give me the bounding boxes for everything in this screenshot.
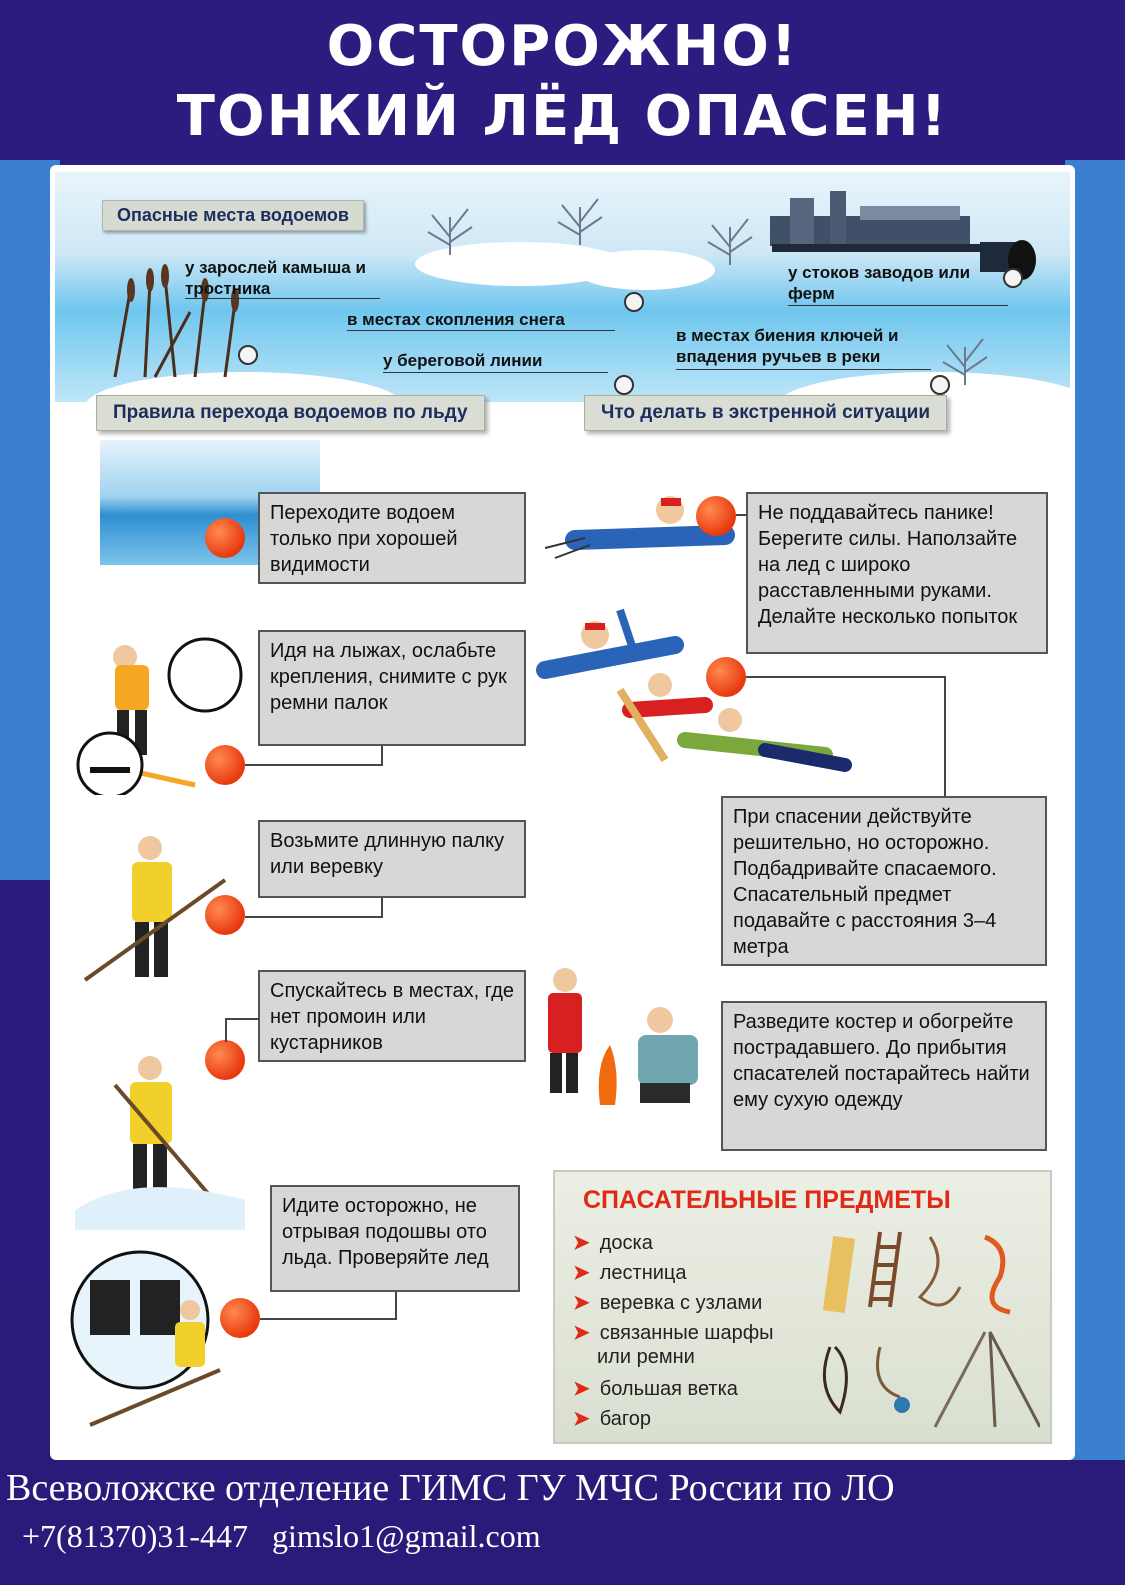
rescue-item: ➤ большая ветка xyxy=(573,1378,738,1400)
place-pin xyxy=(614,375,634,395)
rules-section-title: Правила перехода водоемов по льду xyxy=(96,395,485,431)
emergency-section-title: Что делать в экстренной ситуации xyxy=(584,395,947,431)
place-underline xyxy=(347,330,615,331)
rule-note-3: Возьмите длинную палку или веревку xyxy=(258,820,526,898)
rescue-item: ➤ связанные шарфы xyxy=(573,1322,774,1344)
rescue-tools-illustration xyxy=(810,1227,1040,1432)
connector-line xyxy=(225,1018,260,1042)
campfire-illustration xyxy=(540,965,715,1115)
place-underline xyxy=(788,305,1008,306)
rescue-item: ➤ доска xyxy=(573,1232,653,1254)
rescue-item: ➤ лестница xyxy=(573,1262,687,1284)
rule-note-4: Спускайтесь в местах, где нет промоин или кустарников xyxy=(258,970,526,1062)
emergency-note-1: Не поддавайтесь панике! Берегите силы. Наползайте на лед с широко расставленными руками. Делайте несколько попыток xyxy=(746,492,1048,654)
bullet-dot xyxy=(205,1040,245,1080)
bullet-dot xyxy=(205,895,245,935)
connector-line xyxy=(245,898,383,918)
emergency-note-2: При спасении действуйте решительно, но осторожно. Подбадривайте спасаемого. Спасательный предмет подавайте с расстояния 3–4 метра xyxy=(721,796,1047,966)
rescue-item: ➤ багор xyxy=(573,1408,651,1430)
bush-icon xyxy=(550,187,610,247)
bullet-dot xyxy=(205,518,245,558)
footer-contacts: +7(81370)31-447 gimslo1@gmail.com xyxy=(22,1518,541,1554)
danger-places-title: Опасные места водоемов xyxy=(102,200,364,231)
bullet-dot xyxy=(220,1298,260,1338)
title-line-2: ТОНКИЙ ЛЁД ОПАСЕН! xyxy=(176,84,949,149)
place-underline xyxy=(185,298,380,299)
place-underline xyxy=(383,372,608,373)
factory-icon xyxy=(760,186,1000,256)
arrow-icon: ➤ xyxy=(573,1378,590,1400)
rescue-items-title: СПАСАТЕЛЬНЫЕ ПРЕДМЕТЫ xyxy=(583,1186,951,1214)
place-underline xyxy=(676,369,931,370)
connector-line xyxy=(245,746,383,766)
arrow-icon: ➤ xyxy=(573,1322,590,1344)
rescue-item-continued: или ремни xyxy=(597,1346,695,1368)
bullet-dot xyxy=(205,745,245,785)
connector-line xyxy=(736,514,746,518)
rule-note-5: Идите осторожно, не отрывая подошвы ото льда. Проверяйте лед xyxy=(270,1185,520,1292)
place-reeds: у зарослей камыша и тростника xyxy=(185,258,366,298)
bullet-dot xyxy=(696,496,736,536)
place-pin xyxy=(238,345,258,365)
arrow-icon: ➤ xyxy=(573,1232,590,1254)
place-snow: в местах скопления снега xyxy=(347,310,565,329)
careful-walker-illustration xyxy=(70,1250,240,1430)
place-pin xyxy=(1003,268,1023,288)
rescue-item: ➤ веревка с узлами xyxy=(573,1292,763,1314)
arrow-icon: ➤ xyxy=(573,1262,590,1284)
bush-icon xyxy=(700,207,760,267)
connector-line xyxy=(260,1292,397,1320)
place-springs: в местах биения ключей и впадения ручьев в реки xyxy=(676,326,899,366)
arrow-icon: ➤ xyxy=(573,1408,590,1430)
emergency-note-3: Разведите костер и обогрейте пострадавшего. До прибытия спасателей постарайтесь найти ему сухую одежду xyxy=(721,1001,1047,1151)
place-factory: у стоков заводов или ферм xyxy=(788,263,971,303)
place-shore: у береговой линии xyxy=(383,351,543,370)
title-line-1: ОСТОРОЖНО! xyxy=(326,14,799,79)
connector-line xyxy=(746,676,946,798)
bush-icon xyxy=(420,197,480,257)
place-pin xyxy=(624,292,644,312)
rescue-items-box xyxy=(553,1170,1052,1444)
rule-note-2: Идя на лыжах, ослабьте крепления, снимите с рук ремни палок xyxy=(258,630,526,746)
rule-note-1: Переходите водоем только при хорошей видимости xyxy=(258,492,526,584)
bullet-dot xyxy=(706,657,746,697)
header-banner xyxy=(0,0,1125,170)
arrow-icon: ➤ xyxy=(573,1292,590,1314)
footer-organization: Всеволожске отделение ГИМС ГУ МЧС России по ЛО xyxy=(6,1467,895,1509)
place-pin xyxy=(930,375,950,395)
